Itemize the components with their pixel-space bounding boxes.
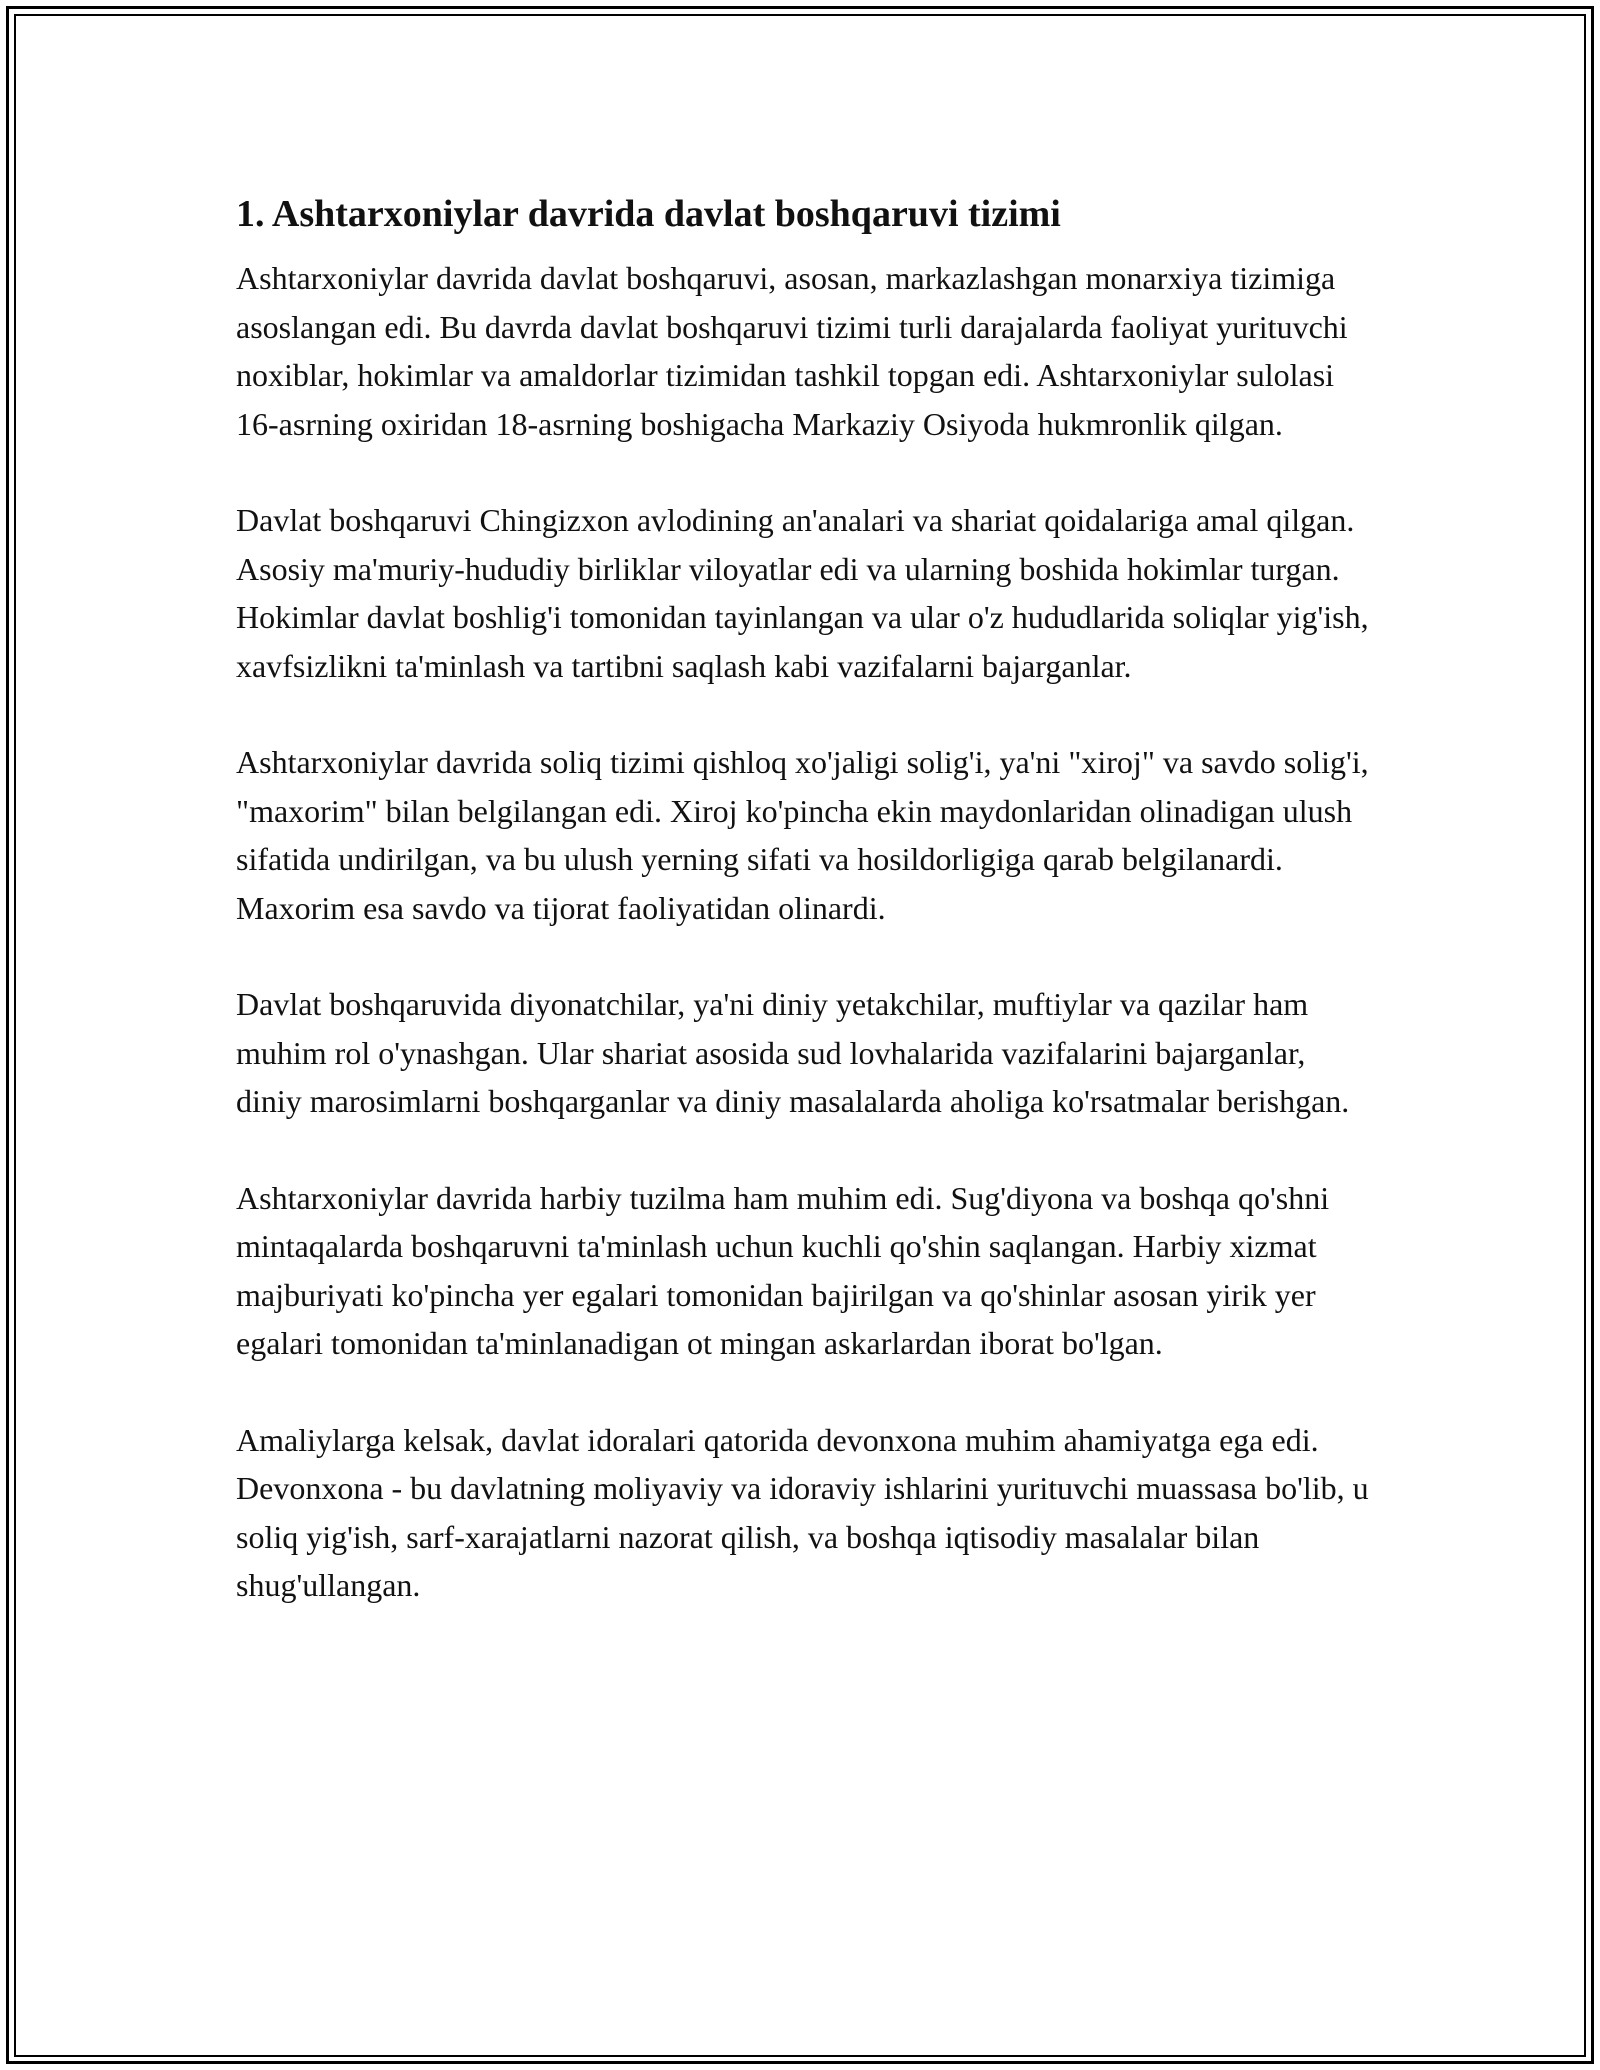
paragraph-5: Ashtarxoniylar davrida harbiy tuzilma ham muhim edi. Sug'diyona va boshqa qo'shni mintaqalarda boshqaruvni ta'minlash uchun kuchli qo'shin saqlangan. Harbiy xizmat majburiyati ko'pincha yer egalari tomonidan bajirilgan va qo'shinlar asosan yirik yer egalari tomonidan ta'minlanadigan ot mingan askarlardan iborat bo'lgan. <box>236 1179 1330 1361</box>
paragraph-4: Davlat boshqaruvida diyonatchilar, ya'ni diniy yetakchilar, muftiylar va qazilar ham muhim rol o'ynashgan. Ular shariat asosida sud lovhalarida vazifalarini bajarganlar, diniy marosimlarni boshqarganlar va diniy masalalarda aholiga ko'rsatmalar berishgan. <box>236 986 1350 1119</box>
section-heading: 1. Ashtarxoniylar davrida davlat boshqaruvi tizimi <box>236 193 1061 235</box>
paragraph-3: Ashtarxoniylar davrida soliq tizimi qishloq xo'jaligi solig'i, ya'ni "xiroj" va savdo solig'i, "maxorim" bilan belgilangan edi. Xiroj ko'pincha ekin maydonlaridan olinadigan ulush sifatida undirilgan, va bu ulush yerning sifati va hosildorligiga qarab belgilanardi. Maxorim esa savdo va tijorat faoliyatidan olinardi. <box>236 744 1369 926</box>
paragraph-2: Davlat boshqaruvi Chingizxon avlodining an'analari va shariat qoidalariga amal qilgan. Asosiy ma'muriy-hududiy birliklar viloyatlar edi va ularning boshida hokimlar turgan. Hokimlar davlat boshlig'i tomonidan tayinlangan va ular o'z hududlarida soliqlar yig'ish, xavfsizlikni ta'minlash va tartibni saqlash kabi vazifalarni bajarganlar. <box>236 502 1369 684</box>
paragraph-1: Ashtarxoniylar davrida davlat boshqaruvi, asosan, markazlashgan monarxiya tizimiga asoslangan edi. Bu davrda davlat boshqaruvi tizimi turli darajalarda faoliyat yurituvchi noxiblar, hokimlar va amaldorlar tizimidan tashkil topgan edi. Ashtarxoniylar sulolasi 16-asrning oxiridan 18-asrning boshigacha Markaziy Osiyoda hukmronlik qilgan. <box>236 260 1348 442</box>
document-body <box>236 186 1376 1658</box>
paragraph-6: Amaliylarga kelsak, davlat idoralari qatorida devonxona muhim ahamiyatga ega edi. Devonxona - bu davlatning moliyaviy va idoraviy ishlarini yurituvchi muassasa bo'lib, u soliq yig'ish, sarf-xarajatlarni nazorat qilish, va boshqa iqtisodiy masalalar bilan shug'ullangan. <box>236 1421 1369 1603</box>
